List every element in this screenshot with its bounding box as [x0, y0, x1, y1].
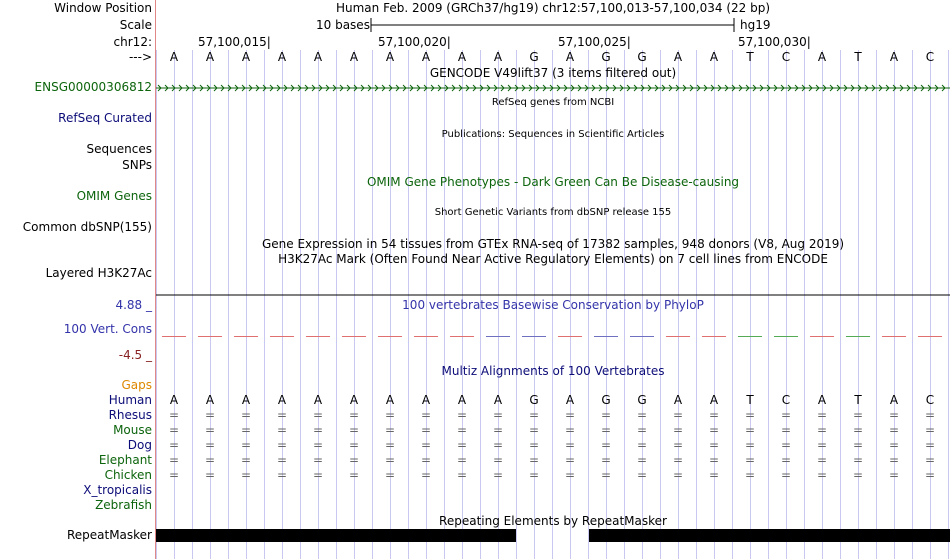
alignment-match: = [636, 453, 648, 467]
phylop-score-tick [270, 336, 294, 337]
alignment-match: = [204, 438, 216, 452]
alignment-match: = [168, 438, 180, 452]
alignment-match: = [492, 453, 504, 467]
species-label-human[interactable]: Human [108, 393, 152, 407]
alignment-match: = [672, 468, 684, 482]
alignment-match: = [564, 423, 576, 437]
snps-track-label[interactable]: SNPs [122, 158, 152, 172]
alignment-match: = [420, 468, 432, 482]
alignment-match: = [528, 423, 540, 437]
alignment-match: = [348, 423, 360, 437]
alignment-match: = [924, 468, 936, 482]
alignment-match: = [744, 468, 756, 482]
alignment-match: = [456, 453, 468, 467]
alignment-match: = [312, 453, 324, 467]
refseq-track-title[interactable]: RefSeq genes from NCBI [491, 97, 615, 108]
window-position-value: Human Feb. 2009 (GRCh37/hg19) chr12:57,100,013-57,100,034 (22 bp) [335, 1, 770, 15]
human-base: A [349, 393, 359, 407]
track-labels [0, 0, 155, 559]
base-letter: A [313, 50, 323, 64]
alignment-match: = [204, 423, 216, 437]
base-letter: A [205, 50, 215, 64]
base-letter: G [529, 50, 539, 64]
h3k27ac-track-title[interactable]: H3K27Ac Mark (Often Found Near Active Regulatory Elements) on 7 cell lines from ENCODE [278, 252, 828, 266]
alignment-match: = [492, 438, 504, 452]
phylop-score-tick [630, 336, 654, 337]
phylop-score-tick [810, 336, 834, 337]
phylop-top-border [156, 294, 950, 296]
base-letter: A [421, 50, 431, 64]
base-letter: A [457, 50, 467, 64]
gencode-track-title[interactable]: GENCODE V49lift37 (3 items filtered out) [429, 66, 677, 80]
alignment-match: = [348, 408, 360, 422]
alignment-match: = [420, 408, 432, 422]
base-letter: C [925, 50, 935, 64]
human-base: G [601, 393, 611, 407]
human-base: A [277, 393, 287, 407]
base-letter: A [889, 50, 899, 64]
phylop-score-tick [522, 336, 546, 337]
alignment-match: = [276, 423, 288, 437]
alignment-match: = [852, 423, 864, 437]
species-label-elephant[interactable]: Elephant [98, 453, 152, 467]
human-base: A [241, 393, 251, 407]
human-base: T [746, 393, 754, 407]
alignment-match: = [600, 423, 612, 437]
human-base: A [421, 393, 431, 407]
alignment-match: = [312, 468, 324, 482]
alignment-match: = [492, 408, 504, 422]
base-letter: A [709, 50, 719, 64]
alignment-match: = [528, 468, 540, 482]
alignment-match: = [600, 408, 612, 422]
alignment-match: = [816, 453, 828, 467]
scale-bar-text: 10 bases [316, 18, 370, 32]
alignment-match: = [240, 468, 252, 482]
alignment-match: = [204, 453, 216, 467]
alignment-match: = [744, 453, 756, 467]
alignment-match: = [708, 438, 720, 452]
dbsnp-track-label[interactable]: Common dbSNP(155) [22, 220, 152, 234]
alignment-match: = [708, 408, 720, 422]
alignment-match: = [276, 453, 288, 467]
base-letter: A [565, 50, 575, 64]
window-position-label: Window Position [54, 1, 152, 15]
species-label-zebrafish[interactable]: Zebrafish [95, 498, 152, 512]
alignment-match: = [564, 408, 576, 422]
alignment-match: = [672, 453, 684, 467]
alignment-match: = [600, 468, 612, 482]
alignment-match: = [780, 423, 792, 437]
alignment-match: = [924, 408, 936, 422]
phylop-score-tick [594, 336, 618, 337]
alignment-match: = [420, 453, 432, 467]
human-base: A [169, 393, 179, 407]
coordinate-label: 57,100,025| [558, 35, 631, 49]
alignment-match: = [528, 453, 540, 467]
alignment-match: = [168, 468, 180, 482]
phylop-score-tick [198, 336, 222, 337]
alignment-match: = [780, 408, 792, 422]
alignment-match: = [276, 438, 288, 452]
scale-bar [370, 16, 736, 34]
alignment-match: = [708, 468, 720, 482]
alignment-match: = [636, 408, 648, 422]
alignment-match: = [744, 438, 756, 452]
alignment-match: = [924, 423, 936, 437]
human-base: A [709, 393, 719, 407]
phylop-track-label[interactable]: 100 Vert. Cons [63, 322, 152, 336]
alignment-match: = [636, 423, 648, 437]
human-base: A [205, 393, 215, 407]
phylop-track-title[interactable]: 100 vertebrates Basewise Conservation by PhyloP [402, 298, 704, 312]
phylop-score-tick [666, 336, 690, 337]
repeatmasker-track-label[interactable]: RepeatMasker [66, 528, 152, 542]
alignment-match: = [852, 453, 864, 467]
alignment-match: = [636, 468, 648, 482]
base-letter: C [781, 50, 791, 64]
phylop-score-tick [918, 336, 942, 337]
alignment-match: = [564, 438, 576, 452]
alignment-match: = [312, 423, 324, 437]
human-base: C [781, 393, 791, 407]
human-base: G [637, 393, 647, 407]
base-letter: A [385, 50, 395, 64]
human-base: A [673, 393, 683, 407]
alignment-match: = [888, 468, 900, 482]
alignment-match: = [528, 438, 540, 452]
alignment-match: = [528, 408, 540, 422]
base-letter: A [817, 50, 827, 64]
base-letter: A [169, 50, 179, 64]
alignment-match: = [744, 408, 756, 422]
track-display[interactable] [156, 0, 950, 559]
phylop-score-tick [234, 336, 258, 337]
human-base: A [493, 393, 503, 407]
alignment-match: = [924, 453, 936, 467]
sequences-track-label[interactable]: Sequences [86, 142, 152, 156]
omim-track-title[interactable]: OMIM Gene Phenotypes - Dark Green Can Be Disease-causing [366, 175, 740, 189]
phylop-score-tick [162, 336, 186, 337]
alignment-match: = [780, 453, 792, 467]
alignment-match: = [240, 423, 252, 437]
alignment-match: = [888, 423, 900, 437]
repeat-element-right[interactable] [589, 529, 950, 542]
phylop-score-tick [738, 336, 762, 337]
base-letter: A [277, 50, 287, 64]
species-label-mouse[interactable]: Mouse [113, 423, 152, 437]
refseq-track-label[interactable]: RefSeq Curated [58, 111, 152, 125]
phylop-score-tick [702, 336, 726, 337]
alignment-match: = [456, 438, 468, 452]
alignment-match: = [852, 408, 864, 422]
alignment-match: = [816, 468, 828, 482]
human-base: A [889, 393, 899, 407]
repeat-element-left[interactable] [156, 529, 516, 542]
base-letter: T [746, 50, 754, 64]
base-letter: A [673, 50, 683, 64]
human-base: G [529, 393, 539, 407]
phylop-score-tick [342, 336, 366, 337]
alignment-match: = [384, 438, 396, 452]
strand-label[interactable]: ---> [128, 50, 152, 64]
alignment-match: = [816, 438, 828, 452]
human-base: T [854, 393, 862, 407]
base-letter: A [241, 50, 251, 64]
base-letter: G [601, 50, 611, 64]
alignment-match: = [168, 408, 180, 422]
species-label-dog[interactable]: Dog [127, 438, 152, 452]
human-base: C [925, 393, 935, 407]
alignment-match: = [780, 468, 792, 482]
alignment-match: = [276, 468, 288, 482]
human-base: A [385, 393, 395, 407]
phylop-score-tick [882, 336, 906, 337]
multiz-track-title[interactable]: Multiz Alignments of 100 Vertebrates [441, 364, 665, 378]
scale-assembly: hg19 [740, 18, 771, 32]
omim-track-label[interactable]: OMIM Genes [76, 189, 152, 203]
alignment-match: = [816, 408, 828, 422]
alignment-match: = [852, 438, 864, 452]
phylop-score-tick [774, 336, 798, 337]
alignment-match: = [348, 438, 360, 452]
alignment-match: = [744, 423, 756, 437]
alignment-match: = [888, 408, 900, 422]
alignment-match: = [240, 438, 252, 452]
alignment-match: = [780, 438, 792, 452]
alignment-match: = [816, 423, 828, 437]
gencode-gene-feature[interactable] [156, 82, 950, 94]
phylop-score-tick [306, 336, 330, 337]
base-letter: A [493, 50, 503, 64]
coordinate-label: 57,100,030| [738, 35, 811, 49]
alignment-match: = [312, 438, 324, 452]
alignment-match: = [492, 423, 504, 437]
alignment-match: = [636, 438, 648, 452]
scale-label: Scale [119, 18, 152, 32]
phylop-score-tick [558, 336, 582, 337]
alignment-match: = [708, 453, 720, 467]
alignment-match: = [384, 468, 396, 482]
alignment-match: = [888, 453, 900, 467]
alignment-match: = [672, 408, 684, 422]
alignment-match: = [348, 468, 360, 482]
alignment-match: = [456, 423, 468, 437]
phylop-score-tick [378, 336, 402, 337]
alignment-match: = [168, 453, 180, 467]
alignment-match: = [384, 453, 396, 467]
alignment-match: = [456, 468, 468, 482]
alignment-match: = [564, 468, 576, 482]
phylop-min-label: -4.5 _ [118, 348, 152, 362]
species-label-rhesus[interactable]: Rhesus [108, 408, 152, 422]
alignment-match: = [204, 468, 216, 482]
base-letter: G [637, 50, 647, 64]
alignment-match: = [564, 453, 576, 467]
phylop-score-tick [450, 336, 474, 337]
h3k27ac-track-label[interactable]: Layered H3K27Ac [45, 266, 152, 280]
alignment-match: = [384, 408, 396, 422]
species-label-chicken[interactable]: Chicken [104, 468, 152, 482]
gencode-item-label[interactable]: ENSG00000306812 [34, 80, 152, 94]
alignment-match: = [240, 453, 252, 467]
alignment-match: = [456, 408, 468, 422]
dbsnp-track-title[interactable]: Short Genetic Variants from dbSNP release 155 [434, 207, 672, 218]
base-letter: T [854, 50, 862, 64]
alignment-match: = [600, 438, 612, 452]
alignment-match: = [384, 423, 396, 437]
alignment-match: = [492, 468, 504, 482]
human-base: A [565, 393, 575, 407]
alignment-match: = [672, 423, 684, 437]
alignment-match: = [348, 453, 360, 467]
coordinate-label: 57,100,020| [378, 35, 451, 49]
alignment-match: = [672, 438, 684, 452]
human-base: A [313, 393, 323, 407]
alignment-match: = [240, 408, 252, 422]
alignment-match: = [852, 468, 864, 482]
repeatmasker-track-title[interactable]: Repeating Elements by RepeatMasker [439, 514, 667, 528]
species-label-x_tropicalis[interactable]: X_tropicalis [83, 483, 152, 497]
alignment-match: = [204, 408, 216, 422]
alignment-match: = [600, 453, 612, 467]
gaps-label: Gaps [121, 378, 152, 392]
base-letter: A [349, 50, 359, 64]
phylop-score-tick [414, 336, 438, 337]
publications-track-title[interactable]: Publications: Sequences in Scientific Articles [441, 129, 665, 140]
alignment-match: = [276, 408, 288, 422]
chrom-label: chr12: [113, 35, 152, 49]
phylop-score-tick [486, 336, 510, 337]
phylop-score-tick [846, 336, 870, 337]
human-base: A [457, 393, 467, 407]
coordinate-label: 57,100,015| [198, 35, 271, 49]
alignment-match: = [312, 408, 324, 422]
human-base: A [817, 393, 827, 407]
alignment-match: = [420, 438, 432, 452]
alignment-match: = [420, 423, 432, 437]
gtex-track-title[interactable]: Gene Expression in 54 tissues from GTEx RNA-seq of 17382 samples, 948 donors (V8, Aug 2019) [261, 237, 845, 251]
phylop-scores[interactable] [156, 332, 950, 342]
alignment-match: = [708, 423, 720, 437]
alignment-match: = [888, 438, 900, 452]
alignment-match: = [924, 438, 936, 452]
phylop-max-label: 4.88 _ [115, 298, 152, 312]
alignment-match: = [168, 423, 180, 437]
